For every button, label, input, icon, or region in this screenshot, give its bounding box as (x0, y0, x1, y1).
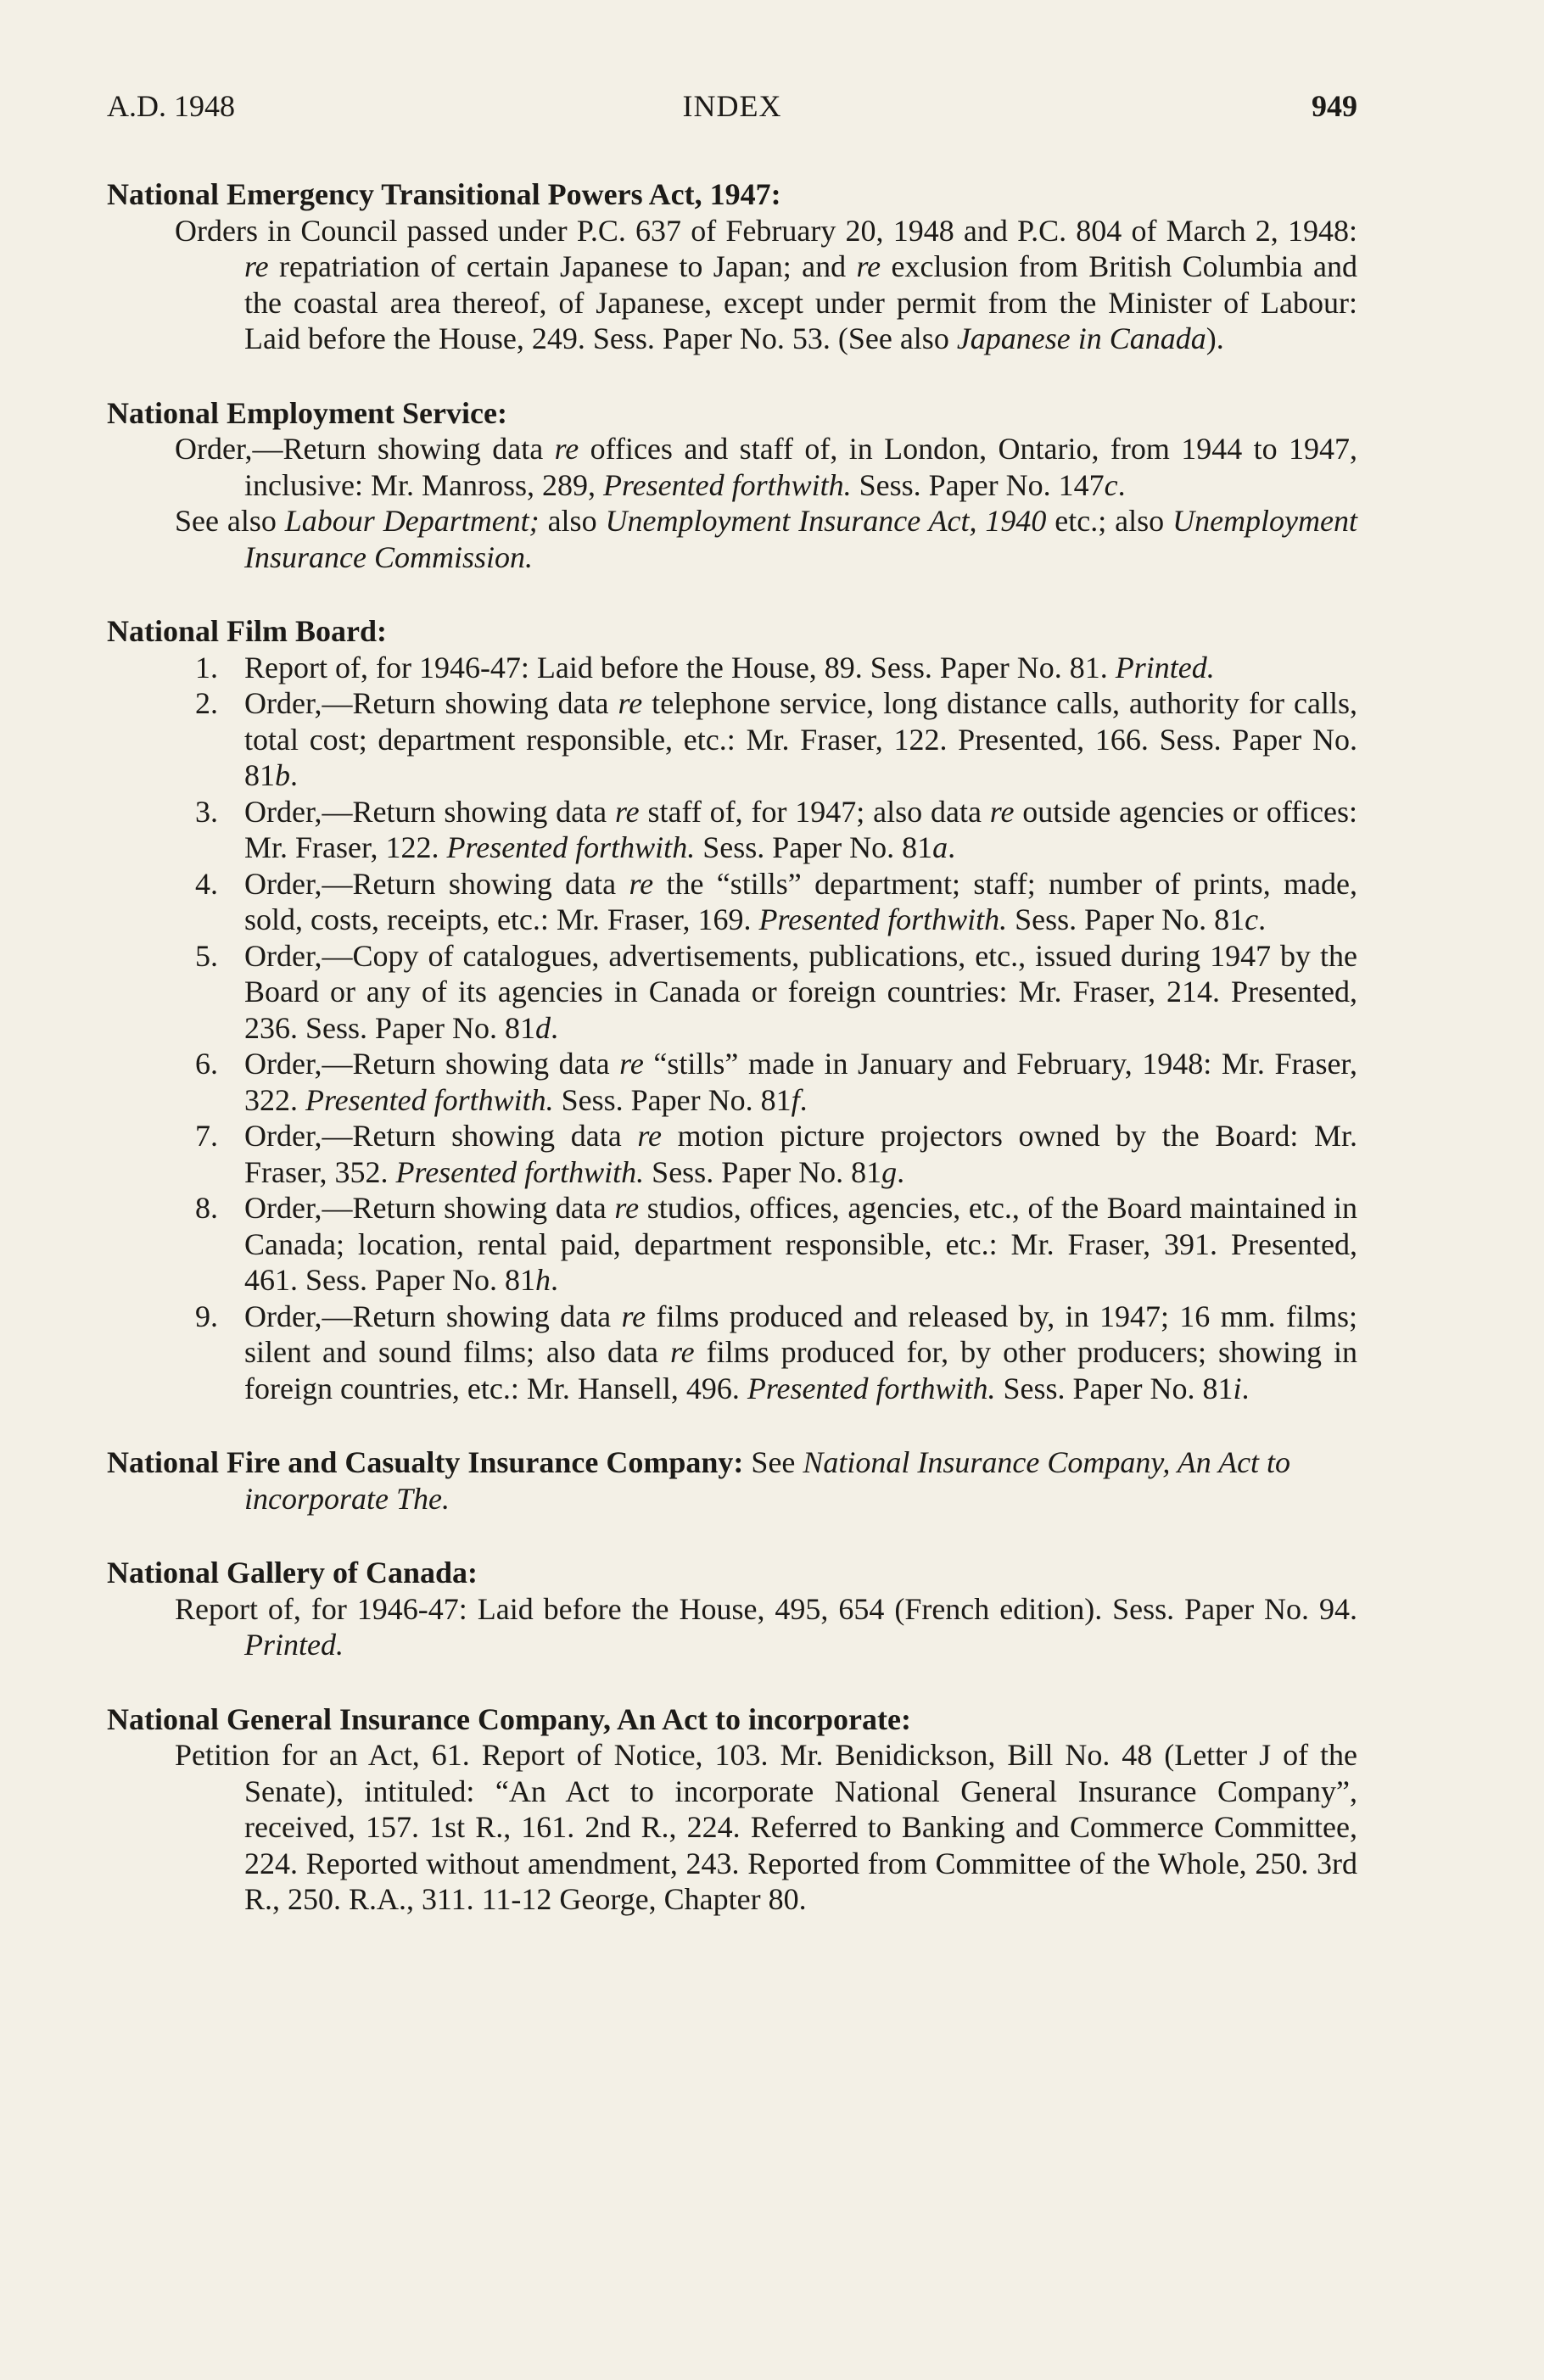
item-number: 4. (195, 866, 218, 901)
entry-text: Orders in Council passed under P.C. 637 of February 20, 1948 and P.C. 804 of March 2, 1948: re repatriation of certain Japanese to Japan; and re exclusion from British Columbia and the coastal area thereof, of Japanese, except under permit from the Minister of Labour: Laid before the House, 249. Sess. Paper No. 53. (See also Japanese in Canada). (175, 213, 1357, 355)
entry-see-also: See also Labour Department; also Unemployment Insurance Act, 1940 etc.; also Unemployment Insurance Commission. (175, 504, 1358, 574)
entry-fire-casualty-insurance (107, 1444, 1357, 1517)
running-head-title: INDEX (682, 89, 782, 123)
entry-heading: National Gallery of Canada: (107, 1556, 478, 1589)
index-content (107, 176, 1357, 1956)
item-number: 2. (195, 686, 218, 720)
entry-general-insurance-act (107, 1701, 1357, 1918)
item-number: 1. (195, 650, 218, 684)
cross-reference: Unemployment Insurance Act, 1940 (605, 504, 1047, 538)
list-item: 2. Order,—Return showing data re telephone service, long distance calls, authority for calls, total cost; department responsible, etc.: Mr. Fraser, 122. Presented, 166. Sess. Paper No. 81b. (195, 686, 1358, 792)
entry-employment-service (107, 395, 1357, 576)
entry-heading: National General Insurance Company, An Act to incorporate: (107, 1701, 911, 1736)
item-number: 3. (195, 794, 218, 829)
item-number: 8. (195, 1191, 218, 1225)
entry-text: Order,—Return showing data re offices and staff of, in London, Ontario, from 1944 to 1947, inclusive: Mr. Manross, 289, Presented forthwith. Sess. Paper No. 147c. (175, 432, 1357, 502)
cross-reference: National Insurance Company, An Act to incorporate The. (244, 1445, 1291, 1516)
cross-reference: Japanese in Canada (956, 321, 1206, 355)
page-number: 949 (1312, 89, 1357, 123)
list-item: 3. Order,—Return showing data re staff of, for 1947; also data re outside agencies or offices: Mr. Fraser, 122. Presented forthwith. Sess. Paper No. 81a. (195, 794, 1358, 864)
entry-heading: National Fire and Casualty Insurance Company: See National Insurance Company, An Act to incorporate The. (107, 1445, 1291, 1516)
item-number: 6. (195, 1047, 218, 1081)
running-head-year: A.D. 1948 (107, 89, 235, 123)
entry-national-gallery (107, 1555, 1357, 1663)
entry-text: Petition for an Act, 61. Report of Notice, 103. Mr. Benidickson, Bill No. 48 (Letter J of the Senate), intituled: “An Act to incorporate National General Insurance Company”, received, 157. 1st R., 161. 2nd R., 224. Referred to Banking and Commerce Committee, 224. Reported without amendment, 243. Reported from Committee of the Whole, 250. 3rd R., 250. R.A., 311. 11-12 George, Chapter 80. (175, 1738, 1357, 1916)
cross-reference: Unemployment Insurance Commission. (244, 504, 1358, 574)
item-number: 9. (195, 1299, 218, 1333)
list-item: 7. Order,—Return showing data re motion picture projectors owned by the Board: Mr. Fraser, 352. Presented forthwith. Sess. Paper No. 81g. (195, 1119, 1357, 1189)
cross-reference: Labour Department; (284, 504, 540, 538)
list-item: 5. Order,—Copy of catalogues, advertisements, publications, etc., issued during 1947 by the Board or any of its agencies in Canada or foreign countries: Mr. Fraser, 214. Presented, 236. Sess. Paper No. 81d. (195, 938, 1357, 1045)
list-item: 9. Order,—Return showing data re films produced and released by, in 1947; 16 mm. films; silent and sound films; also data re films produced for, by other producers; showing in foreign countries, etc.: Mr. Hansell, 496. Presented forthwith. Sess. Paper No. 81i. (195, 1299, 1357, 1405)
list-item: 8. Order,—Return showing data re studios, offices, agencies, etc., of the Board maintained in Canada; location, rental paid, department responsible, etc.: Mr. Fraser, 391. Presented, 461. Sess. Paper No. 81h. (195, 1191, 1357, 1297)
entry-heading: National Film Board: (107, 614, 387, 648)
entry-heading: National Emergency Transitional Powers Act, 1947: (107, 177, 781, 211)
list-item: 6. Order,—Return showing data re “stills” made in January and February, 1948: Mr. Fraser, 322. Presented forthwith. Sess. Paper No. 81f. (195, 1047, 1357, 1117)
entry-text: Report of, for 1946-47: Laid before the House, 495, 654 (French edition). Sess. Paper No. 94. Printed. (175, 1591, 1357, 1662)
entry-emergency-powers-act (107, 176, 1357, 357)
list-item: 1. Report of, for 1946-47: Laid before the House, 89. Sess. Paper No. 81. Printed. (195, 650, 1215, 684)
item-number: 7. (195, 1119, 218, 1153)
entry-film-board (107, 613, 1357, 1406)
entry-heading: National Employment Service: (107, 395, 507, 430)
running-head (107, 85, 1357, 127)
item-number: 5. (195, 938, 218, 973)
list-item: 4. Order,—Return showing data re the “stills” department; staff; number of prints, made, sold, costs, receipts, etc.: Mr. Fraser, 169. Presented forthwith. Sess. Paper No. 81c. (195, 866, 1357, 936)
